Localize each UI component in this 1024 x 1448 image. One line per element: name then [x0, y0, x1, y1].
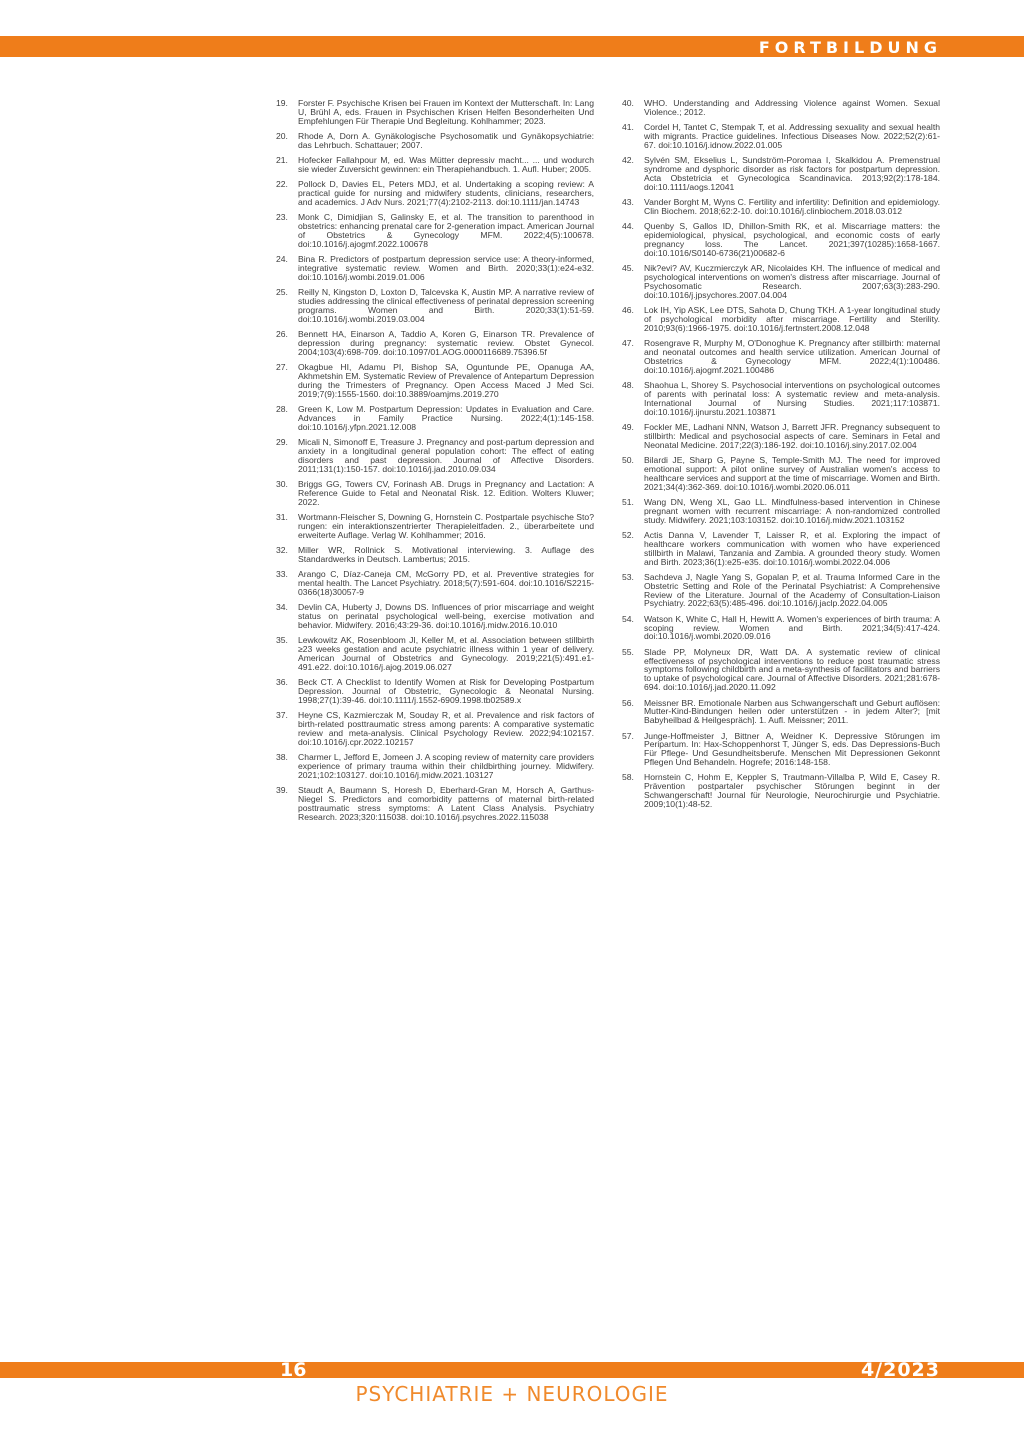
reference-number: 48. [622, 379, 634, 390]
reference-text: Rhode A, Dorn A. Gynäkologische Psychosomatik und Gynäkopsychiatrie: das Lehrbuch. Schattauer; 2007. [298, 131, 594, 150]
reference-text: Devlin CA, Huberty J, Downs DS. Influences of prior miscarriage and weight status on perinatal psychological well-being, exercise motivation and behavior. Midwifery. 2016;43:29-36. doi:10.1016/j.midw.2016.10.010 [298, 602, 594, 630]
reference-number: 33. [276, 569, 288, 580]
reference-text: Bennett HA, Einarson A, Taddio A, Koren G, Einarson TR. Prevalence of depression during pregnancy: systematic review. Obstet Gynecol. 2004;103(4):698-709. doi:10.1097/01.AOG.0000116689.75396.5f [298, 329, 594, 357]
reference-item [276, 330, 594, 357]
reference-number: 43. [622, 197, 634, 208]
reference-item [622, 222, 940, 258]
references-right-column [622, 99, 940, 815]
reference-number: 53. [622, 571, 634, 582]
reference-number: 36. [276, 677, 288, 688]
reference-item [622, 648, 940, 693]
reference-number: 28. [276, 404, 288, 415]
reference-item [622, 498, 940, 525]
reference-item [622, 773, 940, 809]
reference-number: 34. [276, 602, 288, 613]
reference-text: WHO. Understanding and Addressing Violence against Women. Sexual Violence.; 2012. [644, 98, 940, 117]
reference-item [622, 732, 940, 768]
reference-number: 26. [276, 329, 288, 340]
reference-text: Fockler ME, Ladhani NNN, Watson J, Barrett JFR. Pregnancy subsequent to stillbirth: Medical and psychosocial aspects of care. Seminars in Fetal and Neonatal Medicine. 2017;22(3):186-192. doi:10.1016/j.siny.2017.02.004 [644, 421, 940, 450]
reference-text: Beck CT. A Checklist to Identify Women at Risk for Developing Postpartum Depression. Journal of Obstetric, Gynecologic & Neonatal Nursing. 1998;27(1):39-46. doi:10.1111/j.1552-6909.1998.tb02589.x [298, 677, 594, 705]
reference-item [276, 786, 594, 822]
reference-text: Rosengrave R, Murphy M, O'Donoghue K. Pregnancy after stillbirth: maternal and neonatal outcomes and health service utilization. American Journal of Obstetrics & Gynecology MFM. 2022;4(1):100486. doi:10.1016/j.ajogmf.2021.100486 [644, 338, 940, 375]
reference-number: 20. [276, 131, 288, 142]
reference-number: 51. [622, 496, 634, 507]
section-label: FORTBILDUNG [758, 38, 942, 57]
reference-text: Meissner BR. Emotionale Narben aus Schwangerschaft und Geburt auflösen: Mutter-Kind-Bindungen heilen oder unterstützen - in jedem Alter?; [mit Babyheilbad & Heilgespräch]. 1. Aufl. Meissner; 2011. [644, 697, 940, 726]
reference-text: Actis Danna V, Lavender T, Laisser R, et al. Exploring the impact of healthcare workers communication with women who have experienced stillbirth in Malawi, Tanzania and Zambia. A grounded theory study. Women and Birth. 2023;36(1):e25-e35. doi:10.1016/j.wombi.2022.04.006 [644, 529, 940, 567]
reference-number: 56. [622, 697, 634, 708]
reference-item [276, 405, 594, 432]
reference-item [276, 711, 594, 747]
reference-item [622, 198, 940, 216]
reference-text: Monk C, Dimidjian S, Galinsky E, et al. The transition to parenthood in obstetrics: enhancing prenatal care for 2-generation impact. American Journal of Obstetrics & Gynecology MFM. 2022;4(5):100678. doi:10.1016/j.ajogmf.2022.100678 [298, 212, 594, 249]
page-number: 16 [280, 1359, 307, 1381]
reference-number: 35. [276, 635, 288, 646]
reference-text: Pollock D, Davies EL, Peters MDJ, et al. Undertaking a scoping review: A practical guide for nursing and midwifery students, clinicians, researchers, and academics. J Adv Nurs. 2021;77(4):2102-2113. doi:10.1111/jan.14743 [298, 179, 594, 208]
reference-text: Cordel H, Tantet C, Stempak T, et al. Addressing sexuality and sexual health with migrants. Practice guidelines. Infectious Diseases Now. 2022;52(2):61-67. doi:10.1016/j.idnow.2022.01.005 [644, 122, 940, 150]
reference-item [622, 123, 940, 150]
reference-item [276, 438, 594, 474]
reference-text: Slade PP, Molyneux DR, Watt DA. A systematic review of clinical effectiveness of psychological interventions to reduce post traumatic stress symptoms following childbirth and a meta-synthesis of facilitators and barriers to uptake of psychological care. Journal of Affective Disorders. 2021;281:678-694. doi:10.1016/j.jad.2020.11.092 [644, 646, 940, 693]
reference-item [276, 636, 594, 672]
reference-item [622, 531, 940, 567]
reference-item [622, 573, 940, 609]
reference-number: 58. [622, 772, 634, 783]
reference-number: 54. [622, 613, 634, 624]
reference-text: Lok IH, Yip ASK, Lee DTS, Sahota D, Chung TKH. A 1-year longitudinal study of psychological morbidity after miscarriage. Fertility and Sterility. 2010;93(6):1966-1975. doi:10.1016/j.fertnstert.2008.12.048 [644, 305, 940, 333]
reference-number: 19. [276, 98, 288, 108]
reference-item [276, 99, 594, 126]
reference-text: Watson K, White C, Hall H, Hewitt A. Women's experiences of birth trauma: A scoping review. Women and Birth. 2021;34(5):417-424. doi:10.1016/j.wombi.2020.09.016 [644, 613, 940, 642]
reference-number: 50. [622, 454, 634, 465]
reference-text: Okagbue HI, Adamu PI, Bishop SA, Oguntunde PE, Opanuga AA, Akhmetshin EM. Systematic Review of Prevalence of Antepartum Depression during the Trimesters of Pregnancy. Open Access Maced J Med Sci. 2019;7(9):1555-1560. doi:10.3889/oamjms.2019.270 [298, 362, 594, 399]
reference-number: 44. [622, 221, 634, 232]
reference-item [276, 156, 594, 174]
reference-number: 47. [622, 338, 634, 349]
reference-text: Hofecker Fallahpour M, ed. Was Mütter depressiv macht... ... und wodurch sie wieder Zuversicht gewinnen: ein Therapiehandbuch. 1. Aufl. Huber; 2005. [298, 155, 594, 175]
reference-item [622, 99, 940, 117]
reference-item [276, 213, 594, 249]
reference-text: Staudt A, Baumann S, Horesh D, Eberhard-Gran M, Horsch A, Garthus-Niegel S. Predictors and comorbidity patterns of maternal birth-related posttraumatic stress symptoms: A Latent Class Analysis. Psychiatry Research. 2023;320:115038. doi:10.1016/j.psychres.2022.115038 [298, 785, 594, 822]
reference-text: Forster F. Psychische Krisen bei Frauen im Kontext der Mutterschaft. In: Lang U, Brühl A, eds. Frauen in Psychischen Krisen Helfen Besonderheiten Und Empfehlungen Für Therapie Und Begleitung. Kohlhammer; 2023. [298, 98, 594, 126]
reference-number: 45. [622, 263, 634, 274]
reference-text: Sylvén SM, Ekselius L, Sundström-Poromaa I, Skalkidou A. Premenstrual syndrome and dysphoric disorder as risk factors for postpartum depression. Acta Obstetricia et Gynecologica Scandinavica. 2013;92(2):178-184. doi:10.1111/aogs.12041 [644, 155, 940, 192]
reference-text: Bina R. Predictors of postpartum depression service use: A theory-informed, integrative systematic review. Women and Birth. 2020;33(1):e24-e32. doi:10.1016/j.wombi.2019.01.006 [298, 254, 594, 282]
reference-text: Wortmann-Fleischer S, Downing G, Hornstein C. Postpartale psychische Sto?rungen: ein interaktionszentrierter Therapieleitfaden. 2., überarbeitete und erweiterte Auflage. Verlag W. Kohlhammer; 2016. [298, 512, 594, 540]
reference-item [622, 339, 940, 375]
reference-text: Sachdeva J, Nagle Yang S, Gopalan P, et al. Trauma Informed Care in the Obstetric Setting and Role of the Perinatal Psychiatrist: A Comprehensive Review of the Literature. Journal of the Academy of Consultation-Liaison Psychiatry. 2022;63(5):485-496. doi:10.1016/j.jaclp.2022.04.005 [644, 571, 940, 609]
reference-text: Quenby S, Gallos ID, Dhillon-Smith RK, et al. Miscarriage matters: the epidemiological, physical, psychological, and economic costs of early pregnancy loss. The Lancet. 2021;397(10285):1658-1667. doi:10.1016/S0140-6736(21)00682-6 [644, 221, 940, 258]
reference-number: 42. [622, 155, 634, 166]
reference-text: Heyne CS, Kazmierczak M, Souday R, et al. Prevalence and risk factors of birth-related posttraumatic stress among parents: A comparative systematic review and meta-analysis. Clinical Psychology Review. 2022;94:102157. doi:10.1016/j.cpr.2022.102157 [298, 710, 594, 747]
reference-item [276, 753, 594, 780]
reference-number: 30. [276, 478, 288, 489]
reference-number: 24. [276, 254, 288, 265]
reference-number: 29. [276, 437, 288, 448]
reference-number: 39. [276, 785, 288, 796]
reference-number: 23. [276, 212, 288, 223]
reference-text: Nik?evi? AV, Kuczmierczyk AR, Nicolaides KH. The influence of medical and psychological interventions on women's distress after miscarriage. Journal of Psychosomatic Research. 2007;63(3):283-290. doi:10.1016/j.jpsychores.2007.04.004 [644, 263, 940, 300]
reference-number: 52. [622, 529, 634, 540]
reference-number: 37. [276, 710, 288, 721]
reference-text: Wang DN, Weng XL, Gao LL. Mindfulness-based intervention in Chinese pregnant women with recurrent miscarriage: A non-randomized controlled study. Midwifery. 2021;103:103152. doi:10.1016/j.midw.2021.103152 [644, 496, 940, 525]
reference-text: Vander Borght M, Wyns C. Fertility and infertility: Definition and epidemiology. Clin Biochem. 2018;62:2-10. doi:10.1016/j.clinbiochem.2018.03.012 [644, 197, 940, 216]
reference-item [276, 546, 594, 564]
reference-item [622, 156, 940, 192]
reference-number: 31. [276, 512, 288, 522]
reference-number: 27. [276, 362, 288, 373]
reference-number: 22. [276, 179, 288, 190]
reference-item [622, 615, 940, 642]
reference-item [276, 678, 594, 705]
reference-number: 32. [276, 545, 288, 556]
reference-text: Miller WR, Rollnick S. Motivational interviewing. 3. Auflage des Standardwerks in Deutsch. Lambertus; 2015. [298, 545, 594, 564]
reference-number: 21. [276, 155, 288, 166]
reference-item [276, 180, 594, 207]
reference-item [276, 288, 594, 324]
reference-text: Junge-Hoffmeister J, Bittner A, Weidner K. Depressive Störungen im Peripartum. In: Hax-Schoppenhorst T, Jünger S, eds. Das Depressions-Buch Für Pflege- Und Gesundheitsberufe. Menschen Mit Depressionen Gekonnt Pflegen Und Behandeln. Hogrefe; 2016:148-158. [644, 730, 940, 768]
reference-text: Bilardi JE, Sharp G, Payne S, Temple-Smith MJ. The need for improved emotional support: A pilot online survey of Australian women's access to healthcare services and support at the time of miscarriage. Women and Birth. 2021;34(4):362-369. doi:10.1016/j.wombi.2020.06.011 [644, 454, 940, 492]
reference-number: 55. [622, 646, 634, 657]
reference-text: Reilly N, Kingston D, Loxton D, Talcevska K, Austin MP. A narrative review of studies addressing the clinical effectiveness of perinatal depression screening programs. Women and Birth. 2020;33(1):51-59. doi:10.1016/j.wombi.2019.03.004 [298, 287, 594, 324]
reference-text: Charmer L, Jefford E, Jomeen J. A scoping review of maternity care providers experience of primary trauma within their childbirthing journey. Midwifery. 2021;102:103127. doi:10.1016/j.midw.2021.103127 [298, 752, 594, 780]
reference-item [622, 423, 940, 450]
reference-text: Green K, Low M. Postpartum Depression: Updates in Evaluation and Care. Advances in Family Practice Nursing. 2022;4(1):145-158. doi:10.1016/j.yfpn.2021.12.008 [298, 404, 594, 432]
reference-text: Micali N, Simonoff E, Treasure J. Pregnancy and post-partum depression and anxiety in a longitudinal general population cohort: The effect of eating disorders and past depression. Journal of Affective Disorders. 2011;131(1):150-157. doi:10.1016/j.jad.2010.09.034 [298, 437, 594, 474]
reference-number: 38. [276, 752, 288, 763]
reference-item [276, 363, 594, 399]
reference-item [622, 306, 940, 333]
reference-text: Briggs GG, Towers CV, Forinash AB. Drugs in Pregnancy and Lactation: A Reference Guide to Fetal and Neonatal Risk. 12. Edition. Wolters Kluwer; 2022. [298, 478, 594, 507]
reference-item [276, 513, 594, 540]
reference-number: 57. [622, 730, 634, 741]
reference-item [622, 456, 940, 492]
reference-number: 46. [622, 305, 634, 315]
reference-item [276, 480, 594, 507]
reference-number: 41. [622, 122, 634, 133]
reference-number: 49. [622, 421, 634, 432]
reference-item [276, 255, 594, 282]
issue-number: 4/2023 [860, 1359, 940, 1381]
reference-text: Shaohua L, Shorey S. Psychosocial interventions on psychological outcomes of parents with perinatal loss: A systematic review and meta-analysis. International Journal of Nursing Studies. 2021;117:103871. doi:10.1016/j.ijnurstu.2021.103871 [644, 379, 940, 417]
reference-number: 40. [622, 98, 634, 108]
reference-text: Lewkowitz AK, Rosenbloom JI, Keller M, et al. Association between stillbirth ≥23 weeks gestation and acute psychiatric illness within 1 year of delivery. American Journal of Obstetrics and Gynecology. 2019;221(5):491.e1-491.e22. doi:10.1016/j.ajog.2019.06.027 [298, 635, 594, 672]
reference-item [276, 570, 594, 597]
reference-text: Arango C, Díaz-Caneja CM, McGorry PD, et al. Preventive strategies for mental health. The Lancet Psychiatry. 2018;5(7):591-604. doi:10.1016/S2215-0366(18)30057-9 [298, 569, 594, 597]
reference-item [276, 132, 594, 150]
references-left-column [276, 99, 594, 828]
reference-item [622, 264, 940, 300]
reference-item [622, 381, 940, 417]
reference-text: Hornstein C, Hohm E, Keppler S, Trautmann-Villalba P, Wild E, Casey R. Prävention postpartaler psychischer Störungen beginnt in der Schwangerschaft! Journal für Neurologie, Neurochirurgie und Psychiatrie. 2009;10(1):48-52. [644, 772, 940, 810]
reference-item [622, 699, 940, 726]
journal-title: PSYCHIATRIE + NEUROLOGIE [355, 1382, 669, 1406]
reference-number: 25. [276, 287, 288, 298]
reference-item [276, 603, 594, 630]
